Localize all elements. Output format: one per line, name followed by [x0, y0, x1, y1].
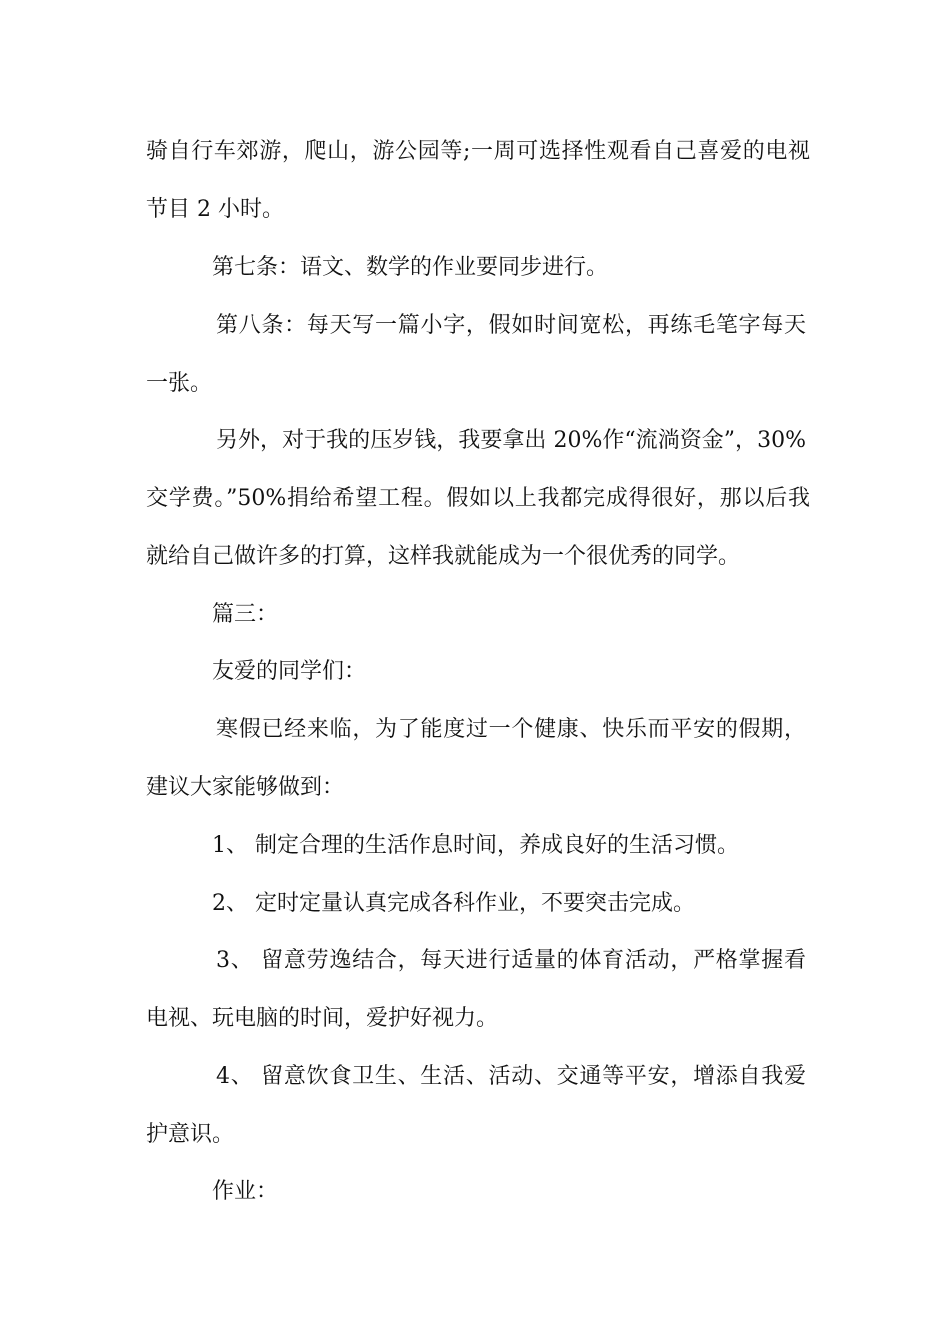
text-line-7: 交学费。”50%捐给希望工程。假如以上我都完成得很好，那以后我: [146, 486, 810, 511]
text-line-3: 第七条：语文、数学的作业要同步进行。: [212, 255, 609, 280]
text-line-18: 护意识。: [146, 1122, 235, 1147]
text-line-14: 2、 定时定量认真完成各科作业，不要突击完成。: [212, 891, 695, 916]
text-line-5: 一张。: [146, 371, 213, 396]
text-line-17: 4、 留意饮食卫生、生活、活动、交通等平安，增添自我爱: [216, 1064, 806, 1089]
text-line-19: 作业：: [212, 1179, 279, 1204]
text-line-8: 就给自己做许多的打算，这样我就能成为一个很优秀的同学。: [146, 544, 741, 569]
text-line-1: 骑自行车郊游，爬山，游公园等;一周可选择性观看自己喜爱的电视: [146, 139, 810, 164]
text-line-2: 节目 2 小时。: [146, 197, 284, 222]
text-line-9: 篇三：: [212, 602, 279, 627]
text-line-15: 3、 留意劳逸结合，每天进行适量的体育活动，严格掌握看: [216, 948, 806, 973]
text-line-12: 建议大家能够做到：: [146, 775, 345, 800]
text-line-11: 寒假已经来临，为了能度过一个健康、快乐而平安的假期，: [216, 717, 806, 742]
text-line-16: 电视、玩电脑的时间，爱护好视力。: [146, 1006, 499, 1031]
text-line-6: 另外，对于我的压岁钱，我要拿出 20%作“流淌资金”，30%: [216, 428, 806, 453]
text-line-13: 1、 制定合理的生活作息时间，养成良好的生活习惯。: [212, 833, 739, 858]
text-line-10: 友爱的同学们：: [212, 659, 367, 684]
text-line-4: 第八条：每天写一篇小字，假如时间宽松，再练毛笔字每天: [216, 313, 806, 338]
